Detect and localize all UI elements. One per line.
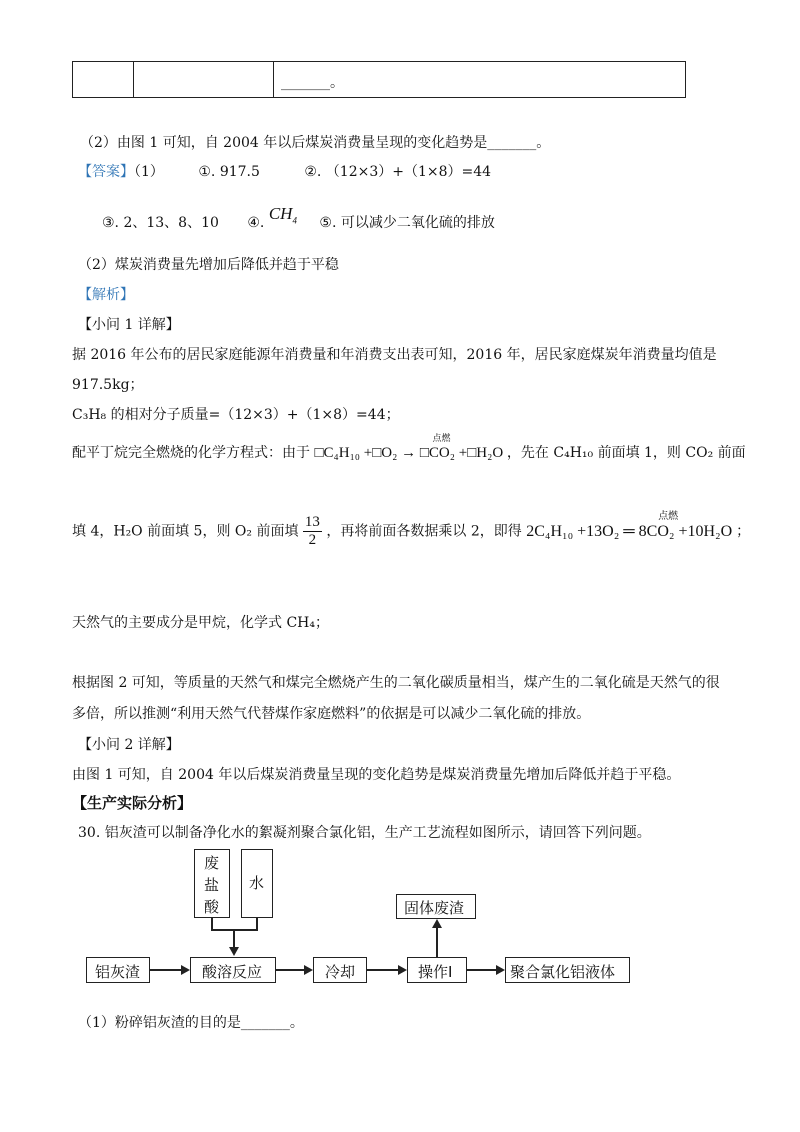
equation: 点燃 2C₄H₁₀ +13O₂ ═ 8CO₂ +10H₂O: [526, 510, 733, 540]
subheading: 【小问 2 详解】: [78, 737, 180, 753]
connector-line: [467, 969, 497, 971]
box-product: 聚合氯化铝液体: [505, 957, 630, 983]
answer-line-3: （2）煤炭消费量先增加后降低并趋于平稳: [78, 257, 339, 273]
box-water: 水: [241, 849, 273, 918]
table-cell: [133, 62, 274, 97]
table-cell: [73, 62, 134, 97]
connector-line: [436, 927, 438, 957]
arrow-down-icon: [229, 947, 239, 956]
analysis-tag: 【解析】: [78, 287, 134, 303]
box-al-ash: 铝灰渣: [86, 957, 150, 983]
answer-item: ④.: [247, 215, 265, 231]
question-30: 30. 铝灰渣可以制备净化水的絮凝剂聚合氯化铝，生产工艺流程如图所示，请回答下列问题。: [78, 825, 651, 841]
paragraph: C₃H₈ 的相对分子质量=（12×3）+（1×8）=44；: [72, 407, 400, 423]
section-heading: 【生产实际分析】: [72, 794, 193, 812]
question-30-1: （1）粉碎铝灰渣的目的是_______。: [78, 1015, 304, 1031]
question-2: （2）由图 1 可知，自 2004 年以后煤炭消费量呈现的变化趋势是_______。: [80, 135, 551, 151]
box-acid-reaction: 酸溶反应: [190, 957, 276, 983]
table-row: [72, 61, 686, 98]
arrow-right-icon: [304, 965, 313, 975]
arrow-right-icon: [181, 965, 190, 975]
answer-line-1: [78, 161, 491, 181]
arrow-up-icon: [432, 919, 442, 928]
paragraph: 根据图 2 可知，等质量的天然气和煤完全燃烧产生的二氧化碳质量相当，煤产生的二氧化硫是天然气的很: [72, 675, 720, 691]
arrow-right-icon: [398, 965, 407, 975]
answer-item: ⑤. 可以减少二氧化硫的排放: [319, 215, 495, 231]
connector-line: [233, 929, 235, 948]
subheading: 【小问 1 详解】: [78, 317, 180, 333]
connector-line: [367, 969, 399, 971]
equation: 点燃 □C₄H₁₀ +□O₂ → □CO₂ +□H₂O: [314, 433, 504, 461]
connector-line: [150, 969, 182, 971]
answer-item: ③. 2、13、8、10: [102, 215, 219, 231]
arrow-right-icon: [496, 965, 505, 975]
connector-line: [276, 969, 305, 971]
answer-line-2: [102, 204, 495, 233]
paragraph: 天然气的主要成分是甲烷，化学式 CH₄；: [72, 615, 329, 631]
answer-item: ②. （12×3）+（1×8）=44: [304, 164, 492, 180]
connector-line: [211, 929, 258, 931]
answer-item: ①. 917.5: [198, 164, 260, 180]
paragraph-equation: 填 4，H₂O 前面填 5，则 O₂ 前面填 $\frac{13}{2}$ ，再将前面各数据乘以 2，即得 点燃 2C₄H₁₀ +13O₂ ═ 8CO₂ +10H₂O ；: [72, 510, 751, 548]
fraction: $\frac{13}{2}$: [304, 514, 320, 548]
paragraph: 多倍，所以推测“利用天然气代替煤作家庭燃料”的依据是可以减少二氧化硫的排放。: [72, 706, 591, 722]
paragraph: 917.5kg；: [72, 377, 144, 393]
answer-tag: 【答案】: [78, 164, 134, 180]
paragraph: 据 2016 年公布的居民家庭能源年消费量和年消费支出表可知，2016 年，居民家庭煤炭年消费量均值是: [72, 347, 717, 363]
paragraph-equation: 配平丁烷完全燃烧的化学方程式：由于 点燃 □C₄H₁₀ +□O₂ → □CO₂ +□H₂O ，先在 C₄H₁₀ 前面填 1，则 CO₂ 前面: [72, 433, 746, 461]
box-solid-residue: 固体废渣: [396, 894, 476, 919]
table-cell-text: _______。: [281, 75, 344, 91]
box-cooling: 冷却: [313, 957, 367, 983]
box-operation-1: 操作I: [407, 957, 467, 983]
box-waste-acid: 废 盐 酸: [194, 849, 230, 918]
paragraph: 由图 1 可知，自 2004 年以后煤炭消费量呈现的变化趋势是煤炭消费量先增加后降低并趋于平稳。: [72, 767, 681, 783]
answer-part: （1）: [134, 164, 164, 180]
formula-ch4: $CH_4$: [268, 204, 297, 226]
